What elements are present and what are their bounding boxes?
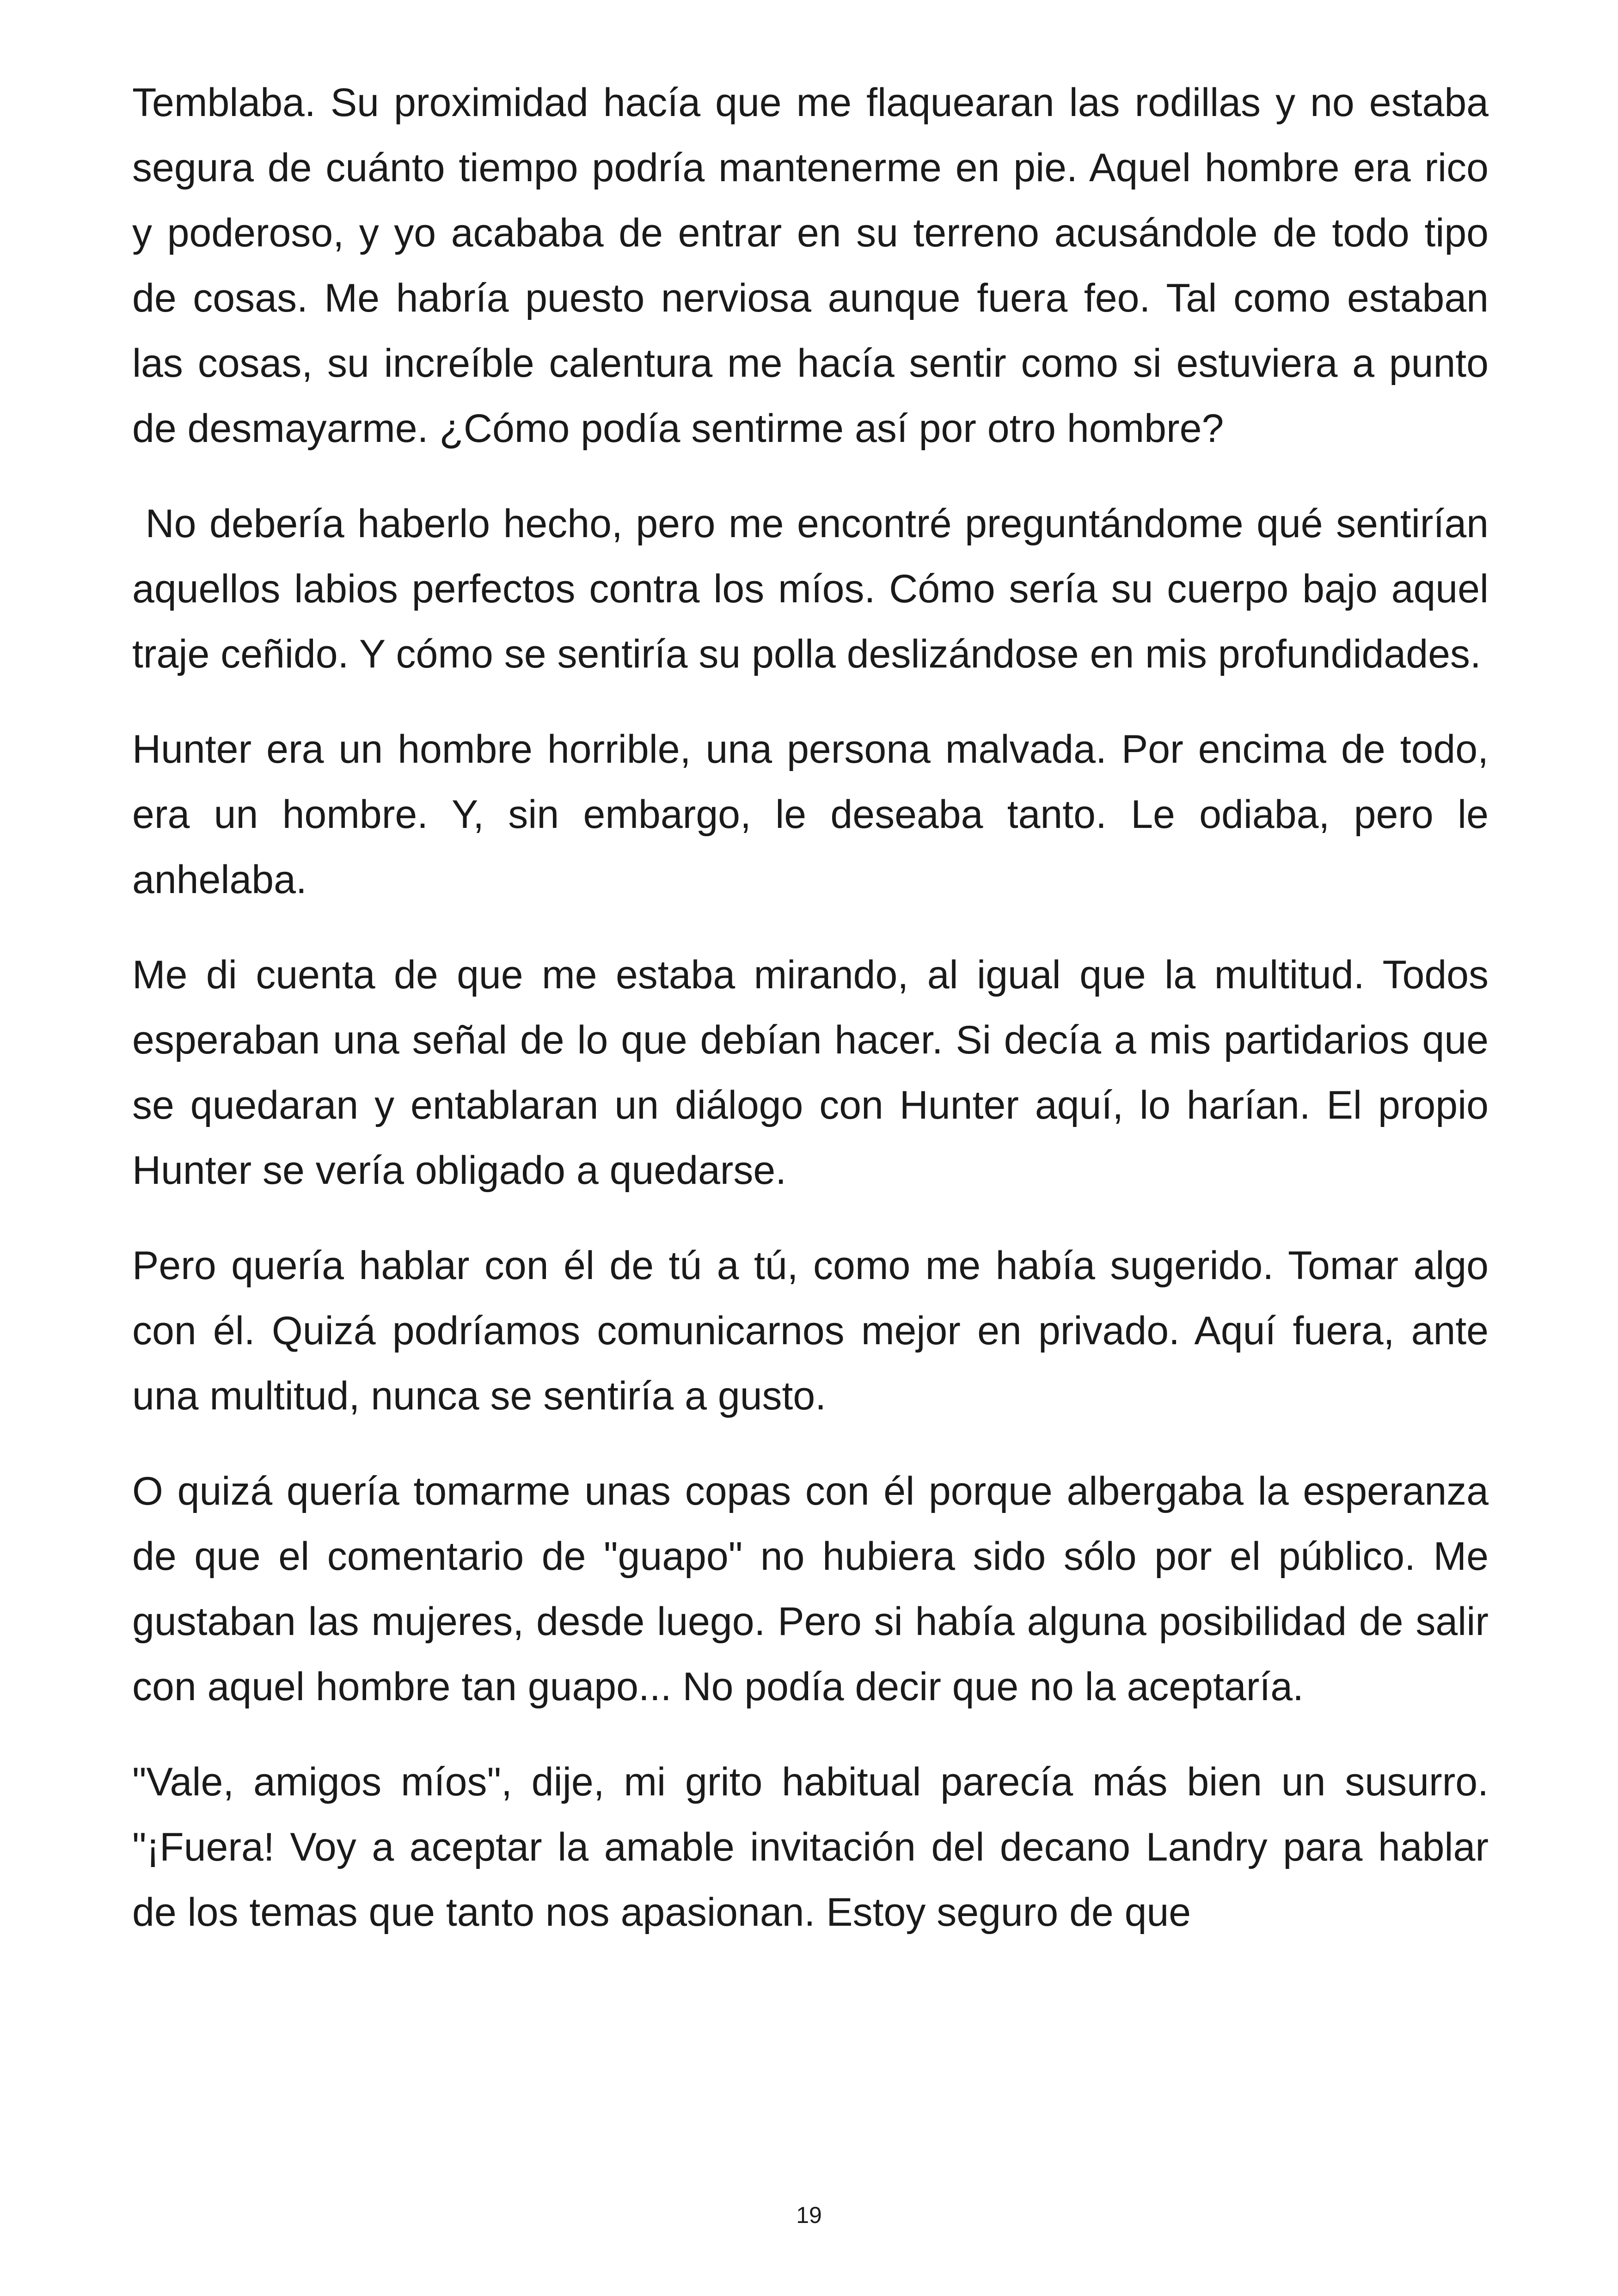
paragraph: Hunter era un hombre horrible, una persona malvada. Por encima de todo, era un hombre. Y, sin embargo, le deseaba tanto. Le odiaba, pero le anhelaba. — [132, 727, 1489, 902]
body-text — [132, 70, 1500, 1975]
paragraph: O quizá quería tomarme unas copas con él porque albergaba la esperanza de que el comentario de "guapo" no hubiera sido sólo por el público. Me gustaban las mujeres, desde luego. Pero si había alguna posibilidad de salir con aquel hombre tan guapo... No podía decir que no la aceptaría. — [132, 1469, 1489, 1709]
paragraph: Me di cuenta de que me estaba mirando, al igual que la multitud. Todos esperaban una señal de lo que debían hacer. Si decía a mis partidarios que se quedaran y entablaran un diálogo con Hunter aquí, lo harían. El propio Hunter se vería obligado a quedarse. — [132, 953, 1489, 1193]
paragraph: Pero quería hablar con él de tú a tú, como me había sugerido. Tomar algo con él. Quizá podríamos comunicarnos mejor en privado. Aquí fuera, ante una multitud, nunca se sentiría a gusto. — [132, 1243, 1489, 1418]
paragraph: No debería haberlo hecho, pero me encontré preguntándome qué sentirían aquellos labios perfectos contra los míos. Cómo sería su cuerpo bajo aquel traje ceñido. Y cómo se sentiría su polla deslizándose en mis profundidades. — [132, 502, 1500, 676]
page-number: 19 — [796, 2202, 822, 2228]
paragraph: "Vale, amigos míos", dije, mi grito habitual parecía más bien un susurro. "¡Fuera! Voy a aceptar la amable invitación del decano Landry para hablar de los temas que tanto nos apasionan. Estoy seguro de que — [132, 1760, 1489, 1935]
paragraph: Temblaba. Su proximidad hacía que me flaquearan las rodillas y no estaba segura de cuánto tiempo podría mantenerme en pie. Aquel hombre era rico y poderoso, y yo acababa de entrar en su terreno acusándole de todo tipo de cosas. Me habría puesto nerviosa aunque fuera feo. Tal como estaban las cosas, su increíble calentura me hacía sentir como si estuviera a punto de desmayarme. ¿Cómo podía sentirme así por otro hombre? — [132, 80, 1489, 451]
